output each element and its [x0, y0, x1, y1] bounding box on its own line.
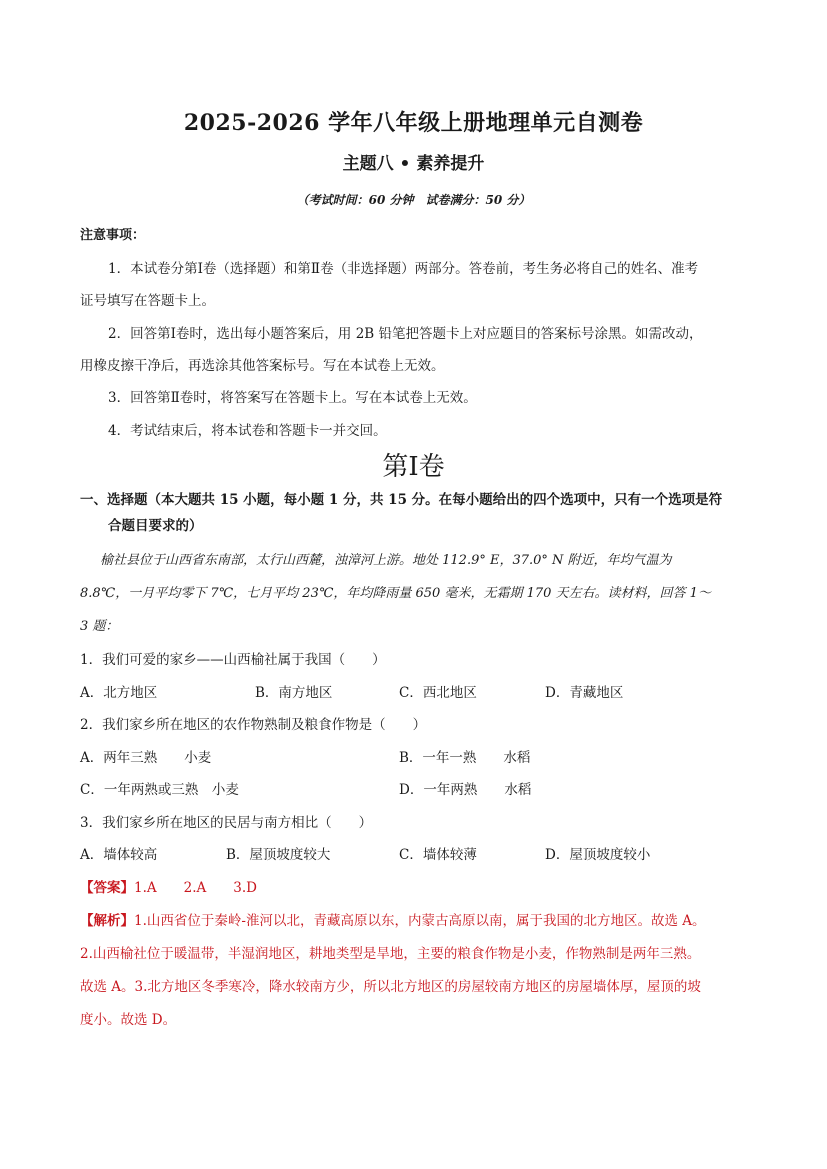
analysis-label: 【解析】: [80, 913, 134, 929]
material-line: 8.8℃，一月平均零下 7℃，七月平均 23℃，年均降雨量 650 毫米，无霜期 170 天左右。读材料，回答 1～: [80, 586, 711, 601]
answer-label: 【答案】: [80, 880, 134, 896]
section-title: 第Ⅰ卷: [382, 452, 445, 482]
question-option: A．墙体较高: [80, 847, 158, 863]
question-option: C．墙体较薄: [399, 847, 477, 863]
analysis-text: 1.山西省位于秦岭-淮河以北，青藏高原以东，内蒙古高原以南，属于我国的北方地区。故选 A。: [134, 913, 706, 929]
question-stem: 1．我们可爱的家乡——山西榆社属于我国（ ）: [80, 652, 386, 668]
question-option: A．两年三熟 小麦: [80, 750, 212, 766]
material-line: 3 题：: [80, 619, 119, 634]
exam-info: （考试时间：60 分钟 试卷满分：50 分）: [296, 193, 531, 207]
notice-line: 用橡皮擦干净后，再选涂其他答案标号。写在本试卷上无效。: [80, 358, 445, 374]
question-option: D．屋顶坡度较小: [545, 847, 651, 863]
notice-line: 3．回答第Ⅱ卷时，将答案写在答题卡上。写在本试卷上无效。: [108, 390, 477, 406]
question-option: D．一年两熟 水稻: [399, 782, 532, 798]
question-stem: 3．我们家乡所在地区的民居与南方相比（ ）: [80, 815, 373, 831]
notice-heading: 注意事项：: [80, 228, 146, 243]
part-heading: 一、选择题（本大题共 15 小题，每小题 1 分，共 15 分。在每小题给出的四个选项中，只有一个选项是符: [80, 492, 723, 508]
question-option: B．南方地区: [255, 685, 333, 701]
notice-line: 4．考试结束后，将本试卷和答题卡一并交回。: [108, 423, 387, 439]
part-heading-continued: 合题目要求的）: [108, 518, 203, 534]
notice-line: 证号填写在答题卡上。: [80, 293, 215, 309]
notice-line: 1．本试卷分第Ⅰ卷（选择题）和第Ⅱ卷（非选择题）两部分。答卷前，考生务必将自己的姓名、准考: [108, 261, 699, 277]
analysis-line: 故选 A。3.北方地区冬季寒冷，降水较南方少，所以北方地区的房屋较南方地区的房屋墙体厚，屋顶的坡: [80, 979, 701, 995]
analysis-line: 度小。故选 D。: [80, 1012, 177, 1028]
question-option: C．一年两熟或三熟 小麦: [80, 782, 239, 798]
page-subtitle: 主题八 • 素养提升: [342, 154, 485, 174]
material-line: 榆社县位于山西省东南部，太行山西麓，浊漳河上游。地处 112.9° E，37.0° N 附近，年均气温为: [100, 553, 672, 568]
question-option: D．青藏地区: [545, 685, 624, 701]
notice-line: 2．回答第Ⅰ卷时，选出每小题答案后，用 2B 铅笔把答题卡上对应题目的答案标号涂黑。如需改动，: [108, 326, 703, 342]
question-option: B．一年一熟 水稻: [399, 750, 531, 766]
question-option: C．西北地区: [399, 685, 477, 701]
question-option: A．北方地区: [80, 685, 158, 701]
answer-line: [80, 878, 257, 898]
question-option: B．屋顶坡度较大: [226, 847, 331, 863]
analysis-line: 2.山西榆社位于暖温带，半湿润地区，耕地类型是旱地，主要的粮食作物是小麦，作物熟制是两年三熟。: [80, 946, 701, 962]
page-title: 2025-2026 学年八年级上册地理单元自测卷: [183, 110, 644, 136]
question-stem: 2．我们家乡所在地区的农作物熟制及粮食作物是（ ）: [80, 717, 427, 733]
answer-text: 1.A 2.A 3.D: [134, 880, 257, 896]
analysis-line: [80, 911, 705, 931]
